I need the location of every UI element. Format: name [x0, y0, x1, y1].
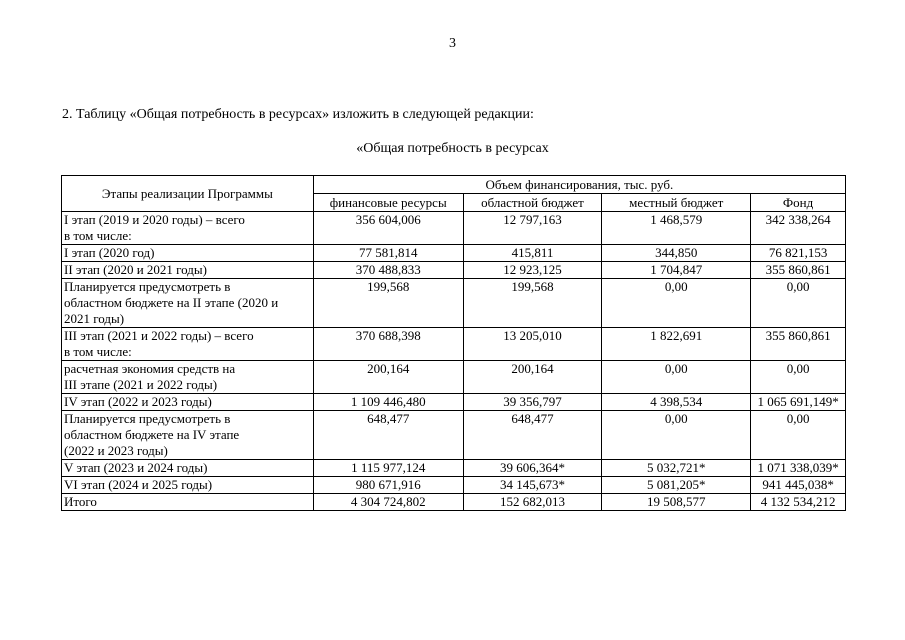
subheader-fund: Фонд: [751, 194, 846, 212]
cell-fund: 355 860,861: [751, 262, 846, 279]
cell-financial-resources: 1 109 446,480: [313, 394, 463, 411]
cell-fund: 0,00: [751, 279, 846, 328]
cell-local-budget: 1 468,579: [602, 212, 751, 245]
cell-fund: 4 132 534,212: [751, 494, 846, 511]
page-number: 3: [449, 36, 456, 51]
table-row: [62, 477, 846, 494]
table-row: [62, 361, 846, 394]
subheader-local-budget: местный бюджет: [602, 194, 751, 212]
row-stage-label: Планируется предусмотреть в областном бюджете на IV этапе (2022 и 2023 годы): [62, 411, 314, 460]
cell-regional-budget: 199,568: [463, 279, 602, 328]
cell-fund: 355 860,861: [751, 328, 846, 361]
cell-local-budget: 5 081,205*: [602, 477, 751, 494]
cell-regional-budget: 13 205,010: [463, 328, 602, 361]
cell-financial-resources: 648,477: [313, 411, 463, 460]
table-body: [62, 212, 846, 511]
cell-financial-resources: 370 688,398: [313, 328, 463, 361]
cell-regional-budget: 39 356,797: [463, 394, 602, 411]
cell-financial-resources: 1 115 977,124: [313, 460, 463, 477]
row-stage-label: V этап (2023 и 2024 годы): [62, 460, 314, 477]
cell-regional-budget: 34 145,673*: [463, 477, 602, 494]
cell-fund: 342 338,264: [751, 212, 846, 245]
cell-fund: 0,00: [751, 361, 846, 394]
cell-financial-resources: 77 581,814: [313, 245, 463, 262]
table-row: [62, 245, 846, 262]
cell-local-budget: 1 822,691: [602, 328, 751, 361]
table-row: [62, 279, 846, 328]
subheader-financial-resources: финансовые ресурсы: [313, 194, 463, 212]
row-stage-label: IV этап (2022 и 2023 годы): [62, 394, 314, 411]
cell-fund: 1 065 691,149*: [751, 394, 846, 411]
header-funding-group: Объем финансирования, тыс. руб.: [313, 176, 845, 194]
cell-regional-budget: 39 606,364*: [463, 460, 602, 477]
cell-regional-budget: 12 797,163: [463, 212, 602, 245]
subheader-regional-budget: областной бюджет: [463, 194, 602, 212]
cell-fund: 941 445,038*: [751, 477, 846, 494]
cell-local-budget: 344,850: [602, 245, 751, 262]
cell-financial-resources: 980 671,916: [313, 477, 463, 494]
row-stage-label: III этап (2021 и 2022 годы) – всего в том числе:: [62, 328, 314, 361]
cell-financial-resources: 4 304 724,802: [313, 494, 463, 511]
cell-regional-budget: 648,477: [463, 411, 602, 460]
row-stage-label: VI этап (2024 и 2025 годы): [62, 477, 314, 494]
table-header-row: [62, 176, 846, 194]
table-row: [62, 394, 846, 411]
cell-local-budget: 0,00: [602, 279, 751, 328]
cell-fund: 1 071 338,039*: [751, 460, 846, 477]
row-stage-label: Планируется предусмотреть в областном бюджете на II этапе (2020 и 2021 годы): [62, 279, 314, 328]
cell-financial-resources: 356 604,006: [313, 212, 463, 245]
cell-financial-resources: 200,164: [313, 361, 463, 394]
cell-local-budget: 4 398,534: [602, 394, 751, 411]
cell-regional-budget: 200,164: [463, 361, 602, 394]
row-stage-label: расчетная экономия средств на III этапе (2021 и 2022 годы): [62, 361, 314, 394]
row-stage-label: Итого: [62, 494, 314, 511]
cell-local-budget: 19 508,577: [602, 494, 751, 511]
cell-local-budget: 1 704,847: [602, 262, 751, 279]
cell-local-budget: 0,00: [602, 411, 751, 460]
cell-financial-resources: 199,568: [313, 279, 463, 328]
table-row: [62, 460, 846, 477]
row-stage-label: I этап (2019 и 2020 годы) – всего в том числе:: [62, 212, 314, 245]
table-row: [62, 411, 846, 460]
cell-local-budget: 5 032,721*: [602, 460, 751, 477]
cell-financial-resources: 370 488,833: [313, 262, 463, 279]
table-row: [62, 494, 846, 511]
cell-fund: 76 821,153: [751, 245, 846, 262]
table-title: «Общая потребность в ресурсах: [356, 141, 549, 156]
row-stage-label: II этап (2020 и 2021 годы): [62, 262, 314, 279]
cell-regional-budget: 415,811: [463, 245, 602, 262]
cell-regional-budget: 12 923,125: [463, 262, 602, 279]
cell-fund: 0,00: [751, 411, 846, 460]
table-row: [62, 328, 846, 361]
cell-regional-budget: 152 682,013: [463, 494, 602, 511]
row-stage-label: I этап (2020 год): [62, 245, 314, 262]
resources-table: [61, 175, 846, 511]
instruction-text: 2. Таблицу «Общая потребность в ресурсах» изложить в следующей редакции:: [62, 107, 534, 122]
table-row: [62, 212, 846, 245]
header-stage: Этапы реализации Программы: [62, 176, 314, 212]
cell-local-budget: 0,00: [602, 361, 751, 394]
table-row: [62, 262, 846, 279]
